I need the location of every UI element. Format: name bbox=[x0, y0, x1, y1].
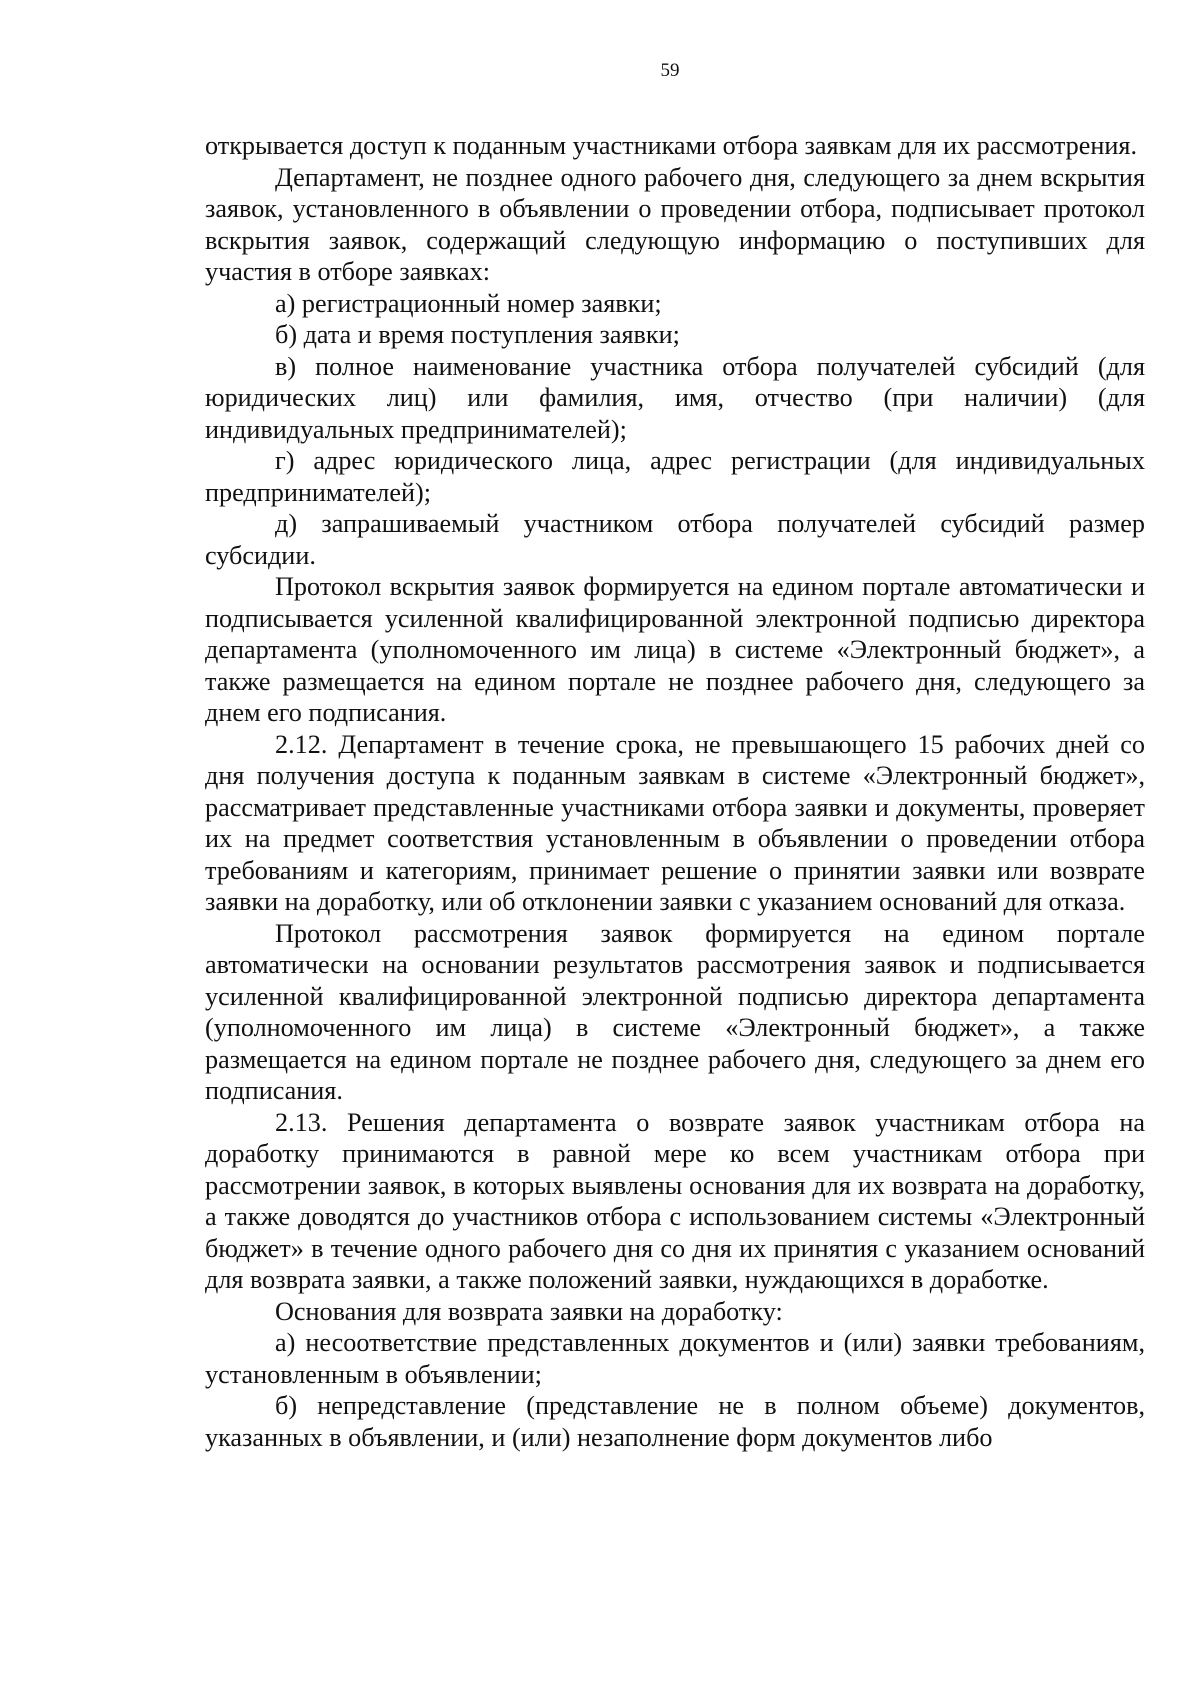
list-item: д) запрашиваемый участником отбора получателей субсидий размер субсидии. bbox=[205, 509, 1145, 570]
paragraph: 2.13. Решения департамента о возврате заявок участникам отбора на доработку принимаются в равной мере ко всем участникам отбора при рассмотрении заявок, в которых выявлены основания для их возврата на доработку, а также доводятся до участников отбора с использованием системы «Электронный бюджет» в течение одного рабочего дня со дня их принятия с указанием оснований для возврата заявки, а также положений заявки, нуждающихся в доработке. bbox=[205, 1107, 1145, 1294]
paragraph: Протокол рассмотрения заявок формируется на едином портале автоматически на основании результатов рассмотрения заявок и подписывается усиленной квалифицированной электронной подписью директора департамента (уполномоченного им лица) в системе «Электронный бюджет», а также размещается на едином портале не позднее рабочего дня, следующего за днем его подписания. bbox=[205, 918, 1145, 1105]
paragraph: открывается доступ к поданным участниками отбора заявкам для их рассмотрения. bbox=[205, 131, 1138, 160]
list-item: а) регистрационный номер заявки; bbox=[275, 288, 662, 318]
page-number: 59 bbox=[660, 60, 680, 81]
list-item: в) полное наименование участника отбора получателей субсидий (для юридических лиц) или фамилия, имя, отчество (при наличии) (для индивидуальных предпринимателей); bbox=[205, 351, 1145, 444]
paragraph: Протокол вскрытия заявок формируется на едином портале автоматически и подписывается усиленной квалифицированной электронной подписью директора департамента (уполномоченного им лица) в системе «Электронный бюджет», а также размещается на едином портале не позднее рабочего дня, следующего за днем его подписания. bbox=[205, 572, 1145, 727]
list-item: б) дата и время поступления заявки; bbox=[275, 320, 680, 349]
list-item: г) адрес юридического лица, адрес регистрации (для индивидуальных предпринимателей); bbox=[205, 446, 1145, 507]
paragraph: 2.12. Департамент в течение срока, не превышающего 15 рабочих дней со дня получения доступа к поданным заявкам в системе «Электронный бюджет», рассматривает представленные участниками отбора заявки и документы, проверяет их на предмет соответствия установленным в объявлении о проведении отбора требованиям и категориям, принимает решение о принятии заявки или возврате заявки на доработку, или об отклонении заявки с указанием оснований для отказа. bbox=[205, 729, 1145, 916]
list-item: а) несоответствие представленных документов и (или) заявки требованиям, установленным в объявлении; bbox=[205, 1328, 1145, 1389]
list-item: б) непредставление (представление не в полном объеме) документов, указанных в объявлении, и (или) незаполнение форм документов либо bbox=[205, 1391, 1145, 1452]
paragraph: Основания для возврата заявки на доработку: bbox=[275, 1296, 783, 1326]
paragraph: Департамент, не позднее одного рабочего дня, следующего за днем вскрытия заявок, установленного в объявлении о проведении отбора, подписывает протокол вскрытия заявок, содержащий следующую информацию о поступивших для участия в отборе заявках: bbox=[205, 162, 1145, 286]
document-body bbox=[205, 130, 1145, 1453]
